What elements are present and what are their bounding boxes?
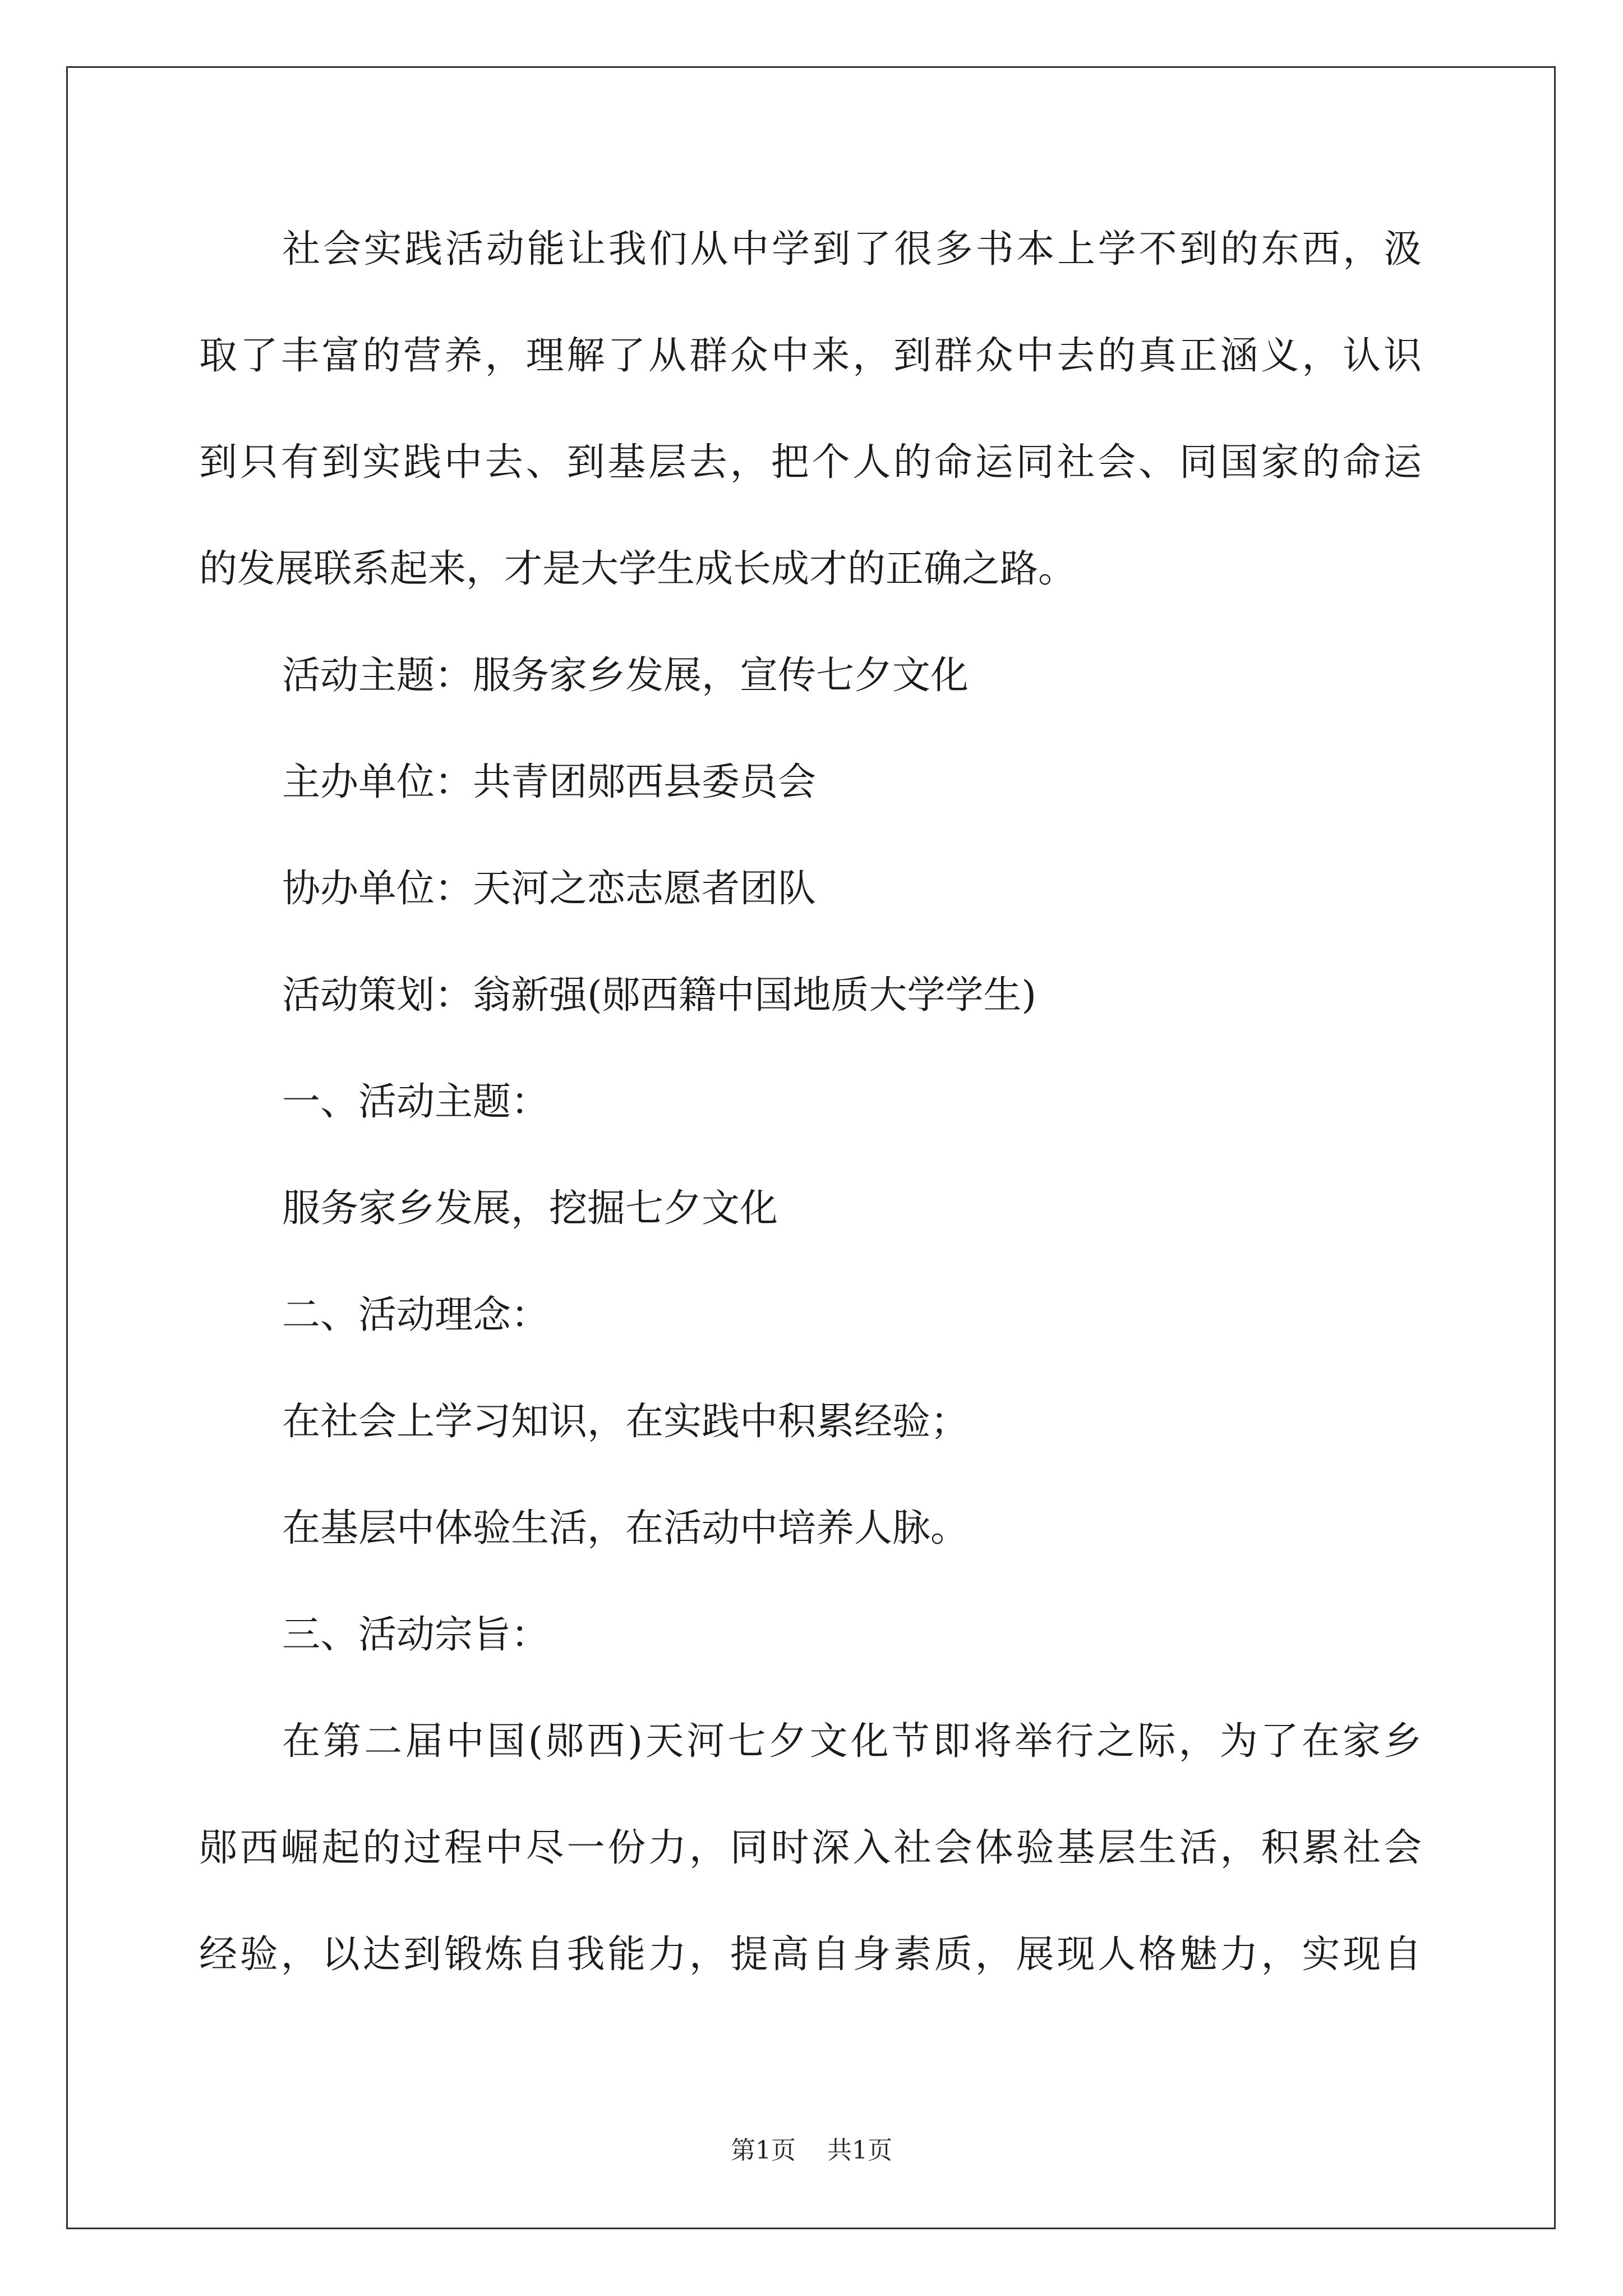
- paragraph-line: 在第二届中国(郧西)天河七夕文化节即将举行之际，为了在家乡: [282, 1719, 1422, 1764]
- co-host-organization: 协办单位：天河之恋志愿者团队: [282, 867, 817, 911]
- page-number-label: 第1页 共1页: [731, 2136, 892, 2165]
- section-heading: 一、活动主题：: [282, 1080, 550, 1124]
- page-number: [0, 2138, 1623, 2163]
- host-organization: 主办单位：共青团郧西县委员会: [282, 760, 817, 804]
- paragraph-line: 取了丰富的营养，理解了从群众中来，到群众中去的真正涵义，认识: [199, 334, 1422, 378]
- section-body: 在社会上学习知识，在实践中积累经验；: [282, 1400, 969, 1444]
- page-border: [66, 66, 1556, 2229]
- paragraph-line: 到只有到实践中去、到基层去，把个人的命运同社会、同国家的命运: [199, 440, 1422, 485]
- paragraph-line: 郧西崛起的过程中尽一份力，同时深入社会体验基层生活，积累社会: [199, 1826, 1422, 1870]
- activity-planner: 活动策划：翁新强(郧西籍中国地质大学学生): [282, 973, 1037, 1018]
- section-body: 服务家乡发展，挖掘七夕文化: [282, 1186, 778, 1231]
- paragraph-line: 社会实践活动能让我们从中学到了很多书本上学不到的东西，汲: [282, 227, 1422, 272]
- section-heading: 三、活动宗旨：: [282, 1613, 550, 1657]
- activity-theme: 活动主题：服务家乡发展，宣传七夕文化: [282, 654, 969, 698]
- section-heading: 二、活动理念：: [282, 1293, 550, 1337]
- paragraph-line: 的发展联系起来，才是大学生成长成才的正确之路。: [199, 547, 1077, 591]
- paragraph-line: 经验，以达到锻炼自我能力，提高自身素质，展现人格魅力，实现自: [199, 1932, 1422, 1977]
- section-body: 在基层中体验生活，在活动中培养人脉。: [282, 1506, 969, 1550]
